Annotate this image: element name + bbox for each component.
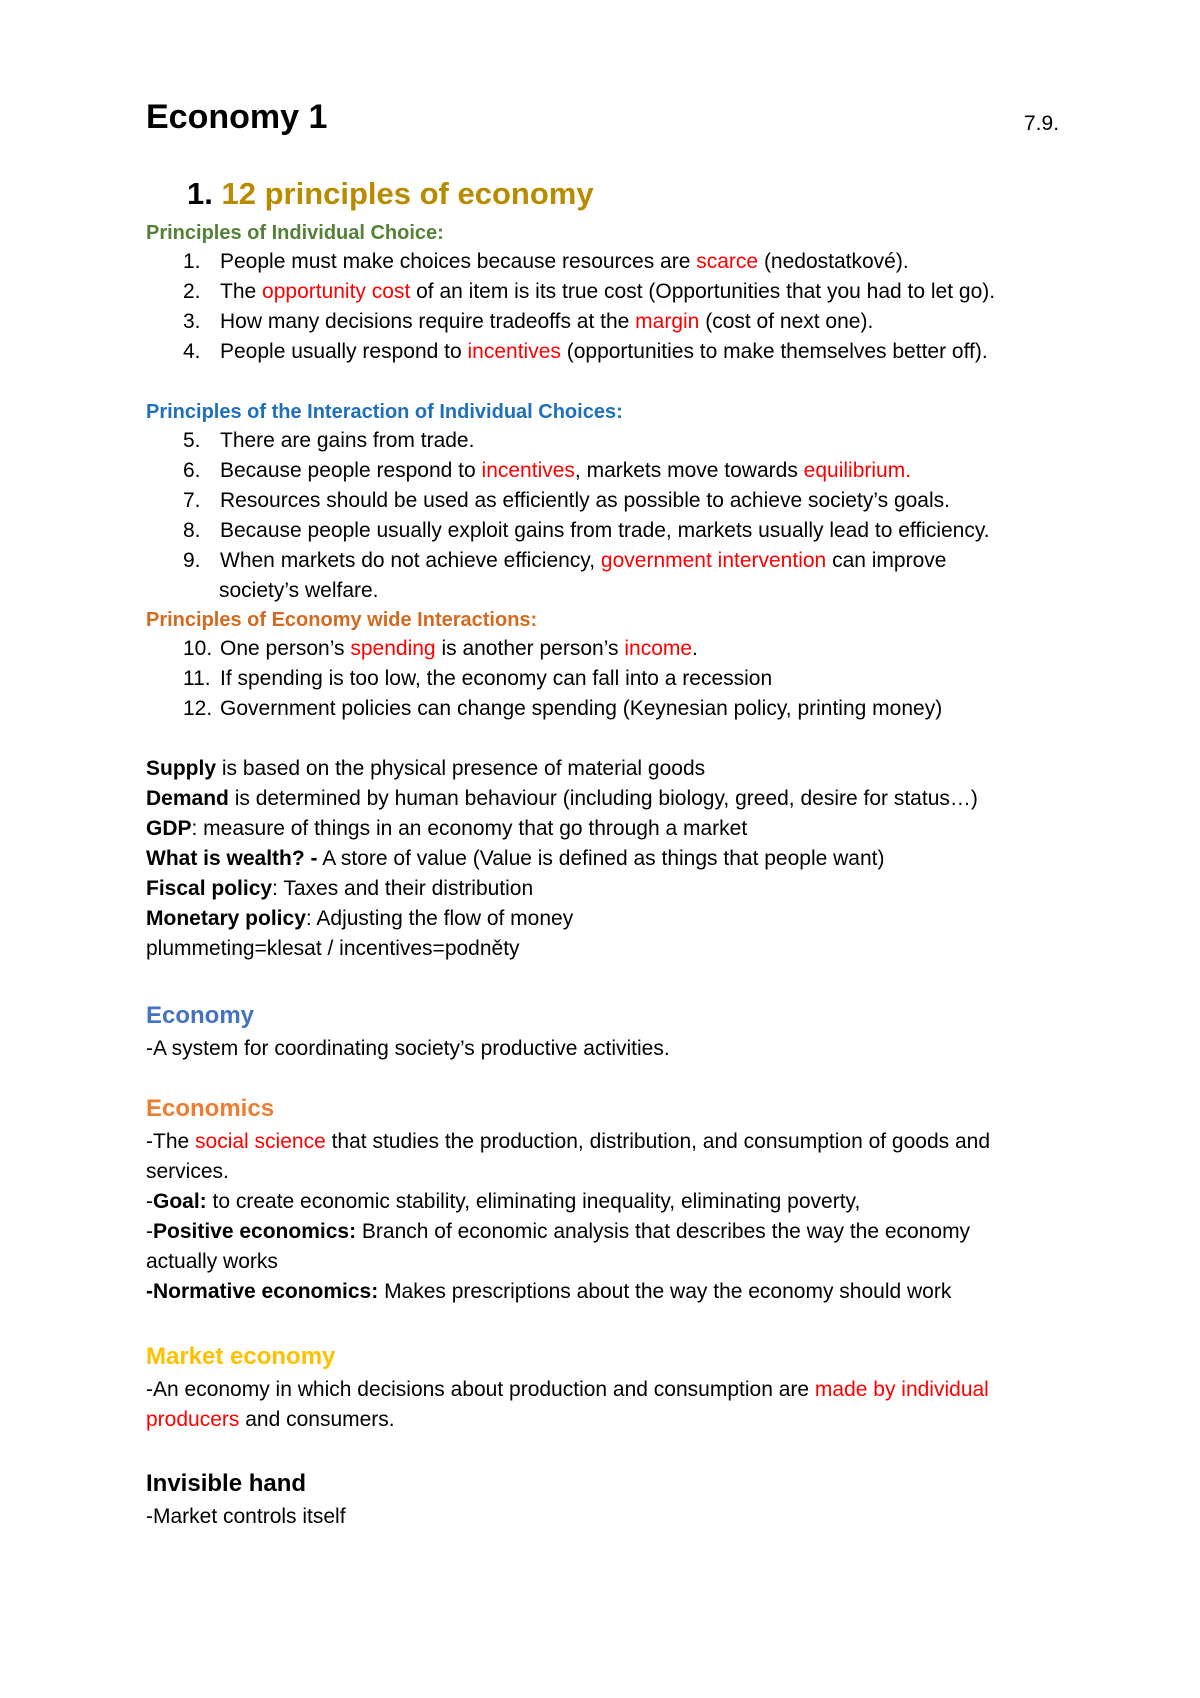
definition-term: Supply — [146, 757, 217, 780]
list-item — [183, 489, 950, 513]
market-line — [146, 1408, 395, 1432]
highlight-text: producers — [146, 1408, 240, 1431]
text-run: Makes prescriptions about the way the economy should work — [378, 1280, 952, 1303]
highlight-text: margin — [635, 310, 700, 333]
definition-term: Positive economics: — [153, 1220, 357, 1243]
highlight-text: scarce — [696, 250, 759, 273]
list-text: The — [220, 280, 263, 303]
list-item — [183, 429, 474, 453]
list-number: 6. — [183, 459, 201, 482]
definition-text: is determined by human behaviour (including biology, greed, desire for status…) — [228, 787, 978, 810]
definition-monetary-policy — [146, 907, 573, 931]
definition-term: Monetary policy — [146, 907, 306, 930]
definition-text: A store of value (Value is defined as things that people want) — [317, 847, 885, 870]
text-run: that studies the production, distribution, and consumption of goods and — [325, 1130, 991, 1153]
subheading-economy-wide: Principles of Economy wide Interactions: — [146, 609, 538, 631]
list-text: (opportunities to make themselves better off). — [560, 340, 988, 363]
list-item — [183, 667, 772, 691]
highlight-text: opportunity cost — [262, 280, 411, 303]
economics-normative — [146, 1280, 951, 1304]
definition-supply — [146, 757, 705, 781]
list-number: 1. — [183, 250, 201, 273]
definition-term: Fiscal policy — [146, 877, 273, 900]
list-text: How many decisions require tradeoffs at the — [220, 310, 636, 333]
definition-term: What is wealth? - — [146, 847, 318, 870]
list-item — [183, 340, 988, 364]
list-number: 3. — [183, 310, 201, 333]
list-text: is another person’s — [435, 637, 625, 660]
list-item — [183, 310, 873, 334]
heading-invisible-hand: Invisible hand — [146, 1470, 307, 1497]
section-number: 1. — [187, 176, 213, 211]
list-item — [183, 280, 995, 304]
text-run: -An economy in which decisions about production and consumption are — [146, 1378, 815, 1401]
list-text: . — [692, 637, 698, 660]
list-item — [183, 459, 911, 483]
heading-economics: Economics — [146, 1095, 275, 1122]
list-text: Resources should be used as efficiently as possible to achieve society’s goals. — [220, 489, 950, 512]
subheading-individual-choice: Principles of Individual Choice: — [146, 222, 444, 244]
list-text: There are gains from trade. — [220, 429, 475, 452]
text-run: Branch of economic analysis that describes the way the economy — [356, 1220, 971, 1243]
list-number: 12. — [183, 697, 213, 720]
definition-wealth — [146, 847, 885, 871]
section-title: 12 principles of economy — [221, 176, 594, 211]
list-number: 9. — [183, 549, 201, 572]
economics-line: actually works — [146, 1250, 278, 1273]
list-number: 5. — [183, 429, 201, 452]
highlight-text: incentives — [481, 459, 575, 482]
vocabulary-note — [146, 937, 520, 961]
list-text: Government policies can change spending (Keynesian policy, printing money) — [220, 697, 943, 720]
highlight-text: social science — [195, 1130, 326, 1153]
list-item — [183, 250, 909, 274]
definition-term: Demand — [146, 787, 229, 810]
document-date: 7.9. — [1024, 112, 1060, 135]
list-text: (cost of next one). — [699, 310, 874, 333]
list-item — [183, 519, 990, 543]
highlight-text: spending — [350, 637, 436, 660]
heading-market-economy: Market economy — [146, 1343, 336, 1370]
definition-text: : Taxes and their distribution — [272, 877, 534, 900]
economics-goal — [146, 1190, 860, 1214]
definition-text: is based on the physical presence of material goods — [216, 757, 706, 780]
list-text: of an item is its true cost (Opportunities that you had to let go). — [410, 280, 996, 303]
list-text: People usually respond to — [220, 340, 468, 363]
list-text: (nedostatkové). — [758, 250, 909, 273]
highlight-text: incentives — [467, 340, 561, 363]
market-line — [146, 1378, 989, 1402]
list-item — [183, 637, 698, 661]
economics-positive — [146, 1220, 970, 1244]
list-text: People must make choices because resources are — [220, 250, 697, 273]
list-number: 10. — [183, 637, 213, 660]
text-run: -The — [146, 1130, 196, 1153]
list-number: 11. — [183, 667, 211, 690]
definition-gdp — [146, 817, 747, 841]
list-item — [183, 549, 946, 573]
list-text: If spending is too low, the economy can fall into a recession — [220, 667, 773, 690]
list-text: Because people respond to — [220, 459, 482, 482]
document-title: Economy 1 — [146, 98, 328, 136]
economics-line: services. — [146, 1160, 229, 1183]
subheading-interaction: Principles of the Interaction of Individual Choices: — [146, 401, 623, 423]
list-number: 7. — [183, 489, 201, 512]
list-text: can improve — [826, 549, 947, 572]
highlight-text: made by individual — [814, 1378, 989, 1401]
economy-definition: -A system for coordinating society’s productive activities. — [146, 1037, 670, 1060]
definition-term: Goal: — [153, 1190, 207, 1213]
highlight-text: equilibrium. — [803, 459, 912, 482]
text-run: to create economic stability, eliminating inequality, eliminating poverty, — [206, 1190, 861, 1213]
list-number: 4. — [183, 340, 201, 363]
definition-fiscal-policy — [146, 877, 533, 901]
list-number: 8. — [183, 519, 201, 542]
list-number: 2. — [183, 280, 201, 303]
definition-term: GDP — [146, 817, 192, 840]
heading-economy: Economy — [146, 1002, 255, 1029]
highlight-text: income — [624, 637, 693, 660]
definition-text: : Adjusting the flow of money — [305, 907, 574, 930]
list-text: One person’s — [220, 637, 351, 660]
text-run: and consumers. — [239, 1408, 395, 1431]
text-run: - — [146, 1220, 153, 1243]
list-item-continuation: society’s welfare. — [219, 579, 379, 602]
definition-demand — [146, 787, 978, 811]
invisible-hand-definition: -Market controls itself — [146, 1505, 346, 1528]
economics-line — [146, 1130, 990, 1154]
list-text: Because people usually exploit gains from trade, markets usually lead to efficiency. — [220, 519, 990, 542]
list-text: When markets do not achieve efficiency, — [220, 549, 601, 572]
list-text: , markets move towards — [574, 459, 804, 482]
highlight-text: government intervention — [600, 549, 827, 572]
text-run: - — [146, 1190, 153, 1213]
definition-term: -Normative economics: — [146, 1280, 379, 1303]
section-heading — [187, 176, 594, 212]
definition-text: plummeting=klesat / incentives=podněty — [146, 937, 520, 960]
definition-text: : measure of things in an economy that go through a market — [191, 817, 748, 840]
list-item — [183, 697, 942, 721]
